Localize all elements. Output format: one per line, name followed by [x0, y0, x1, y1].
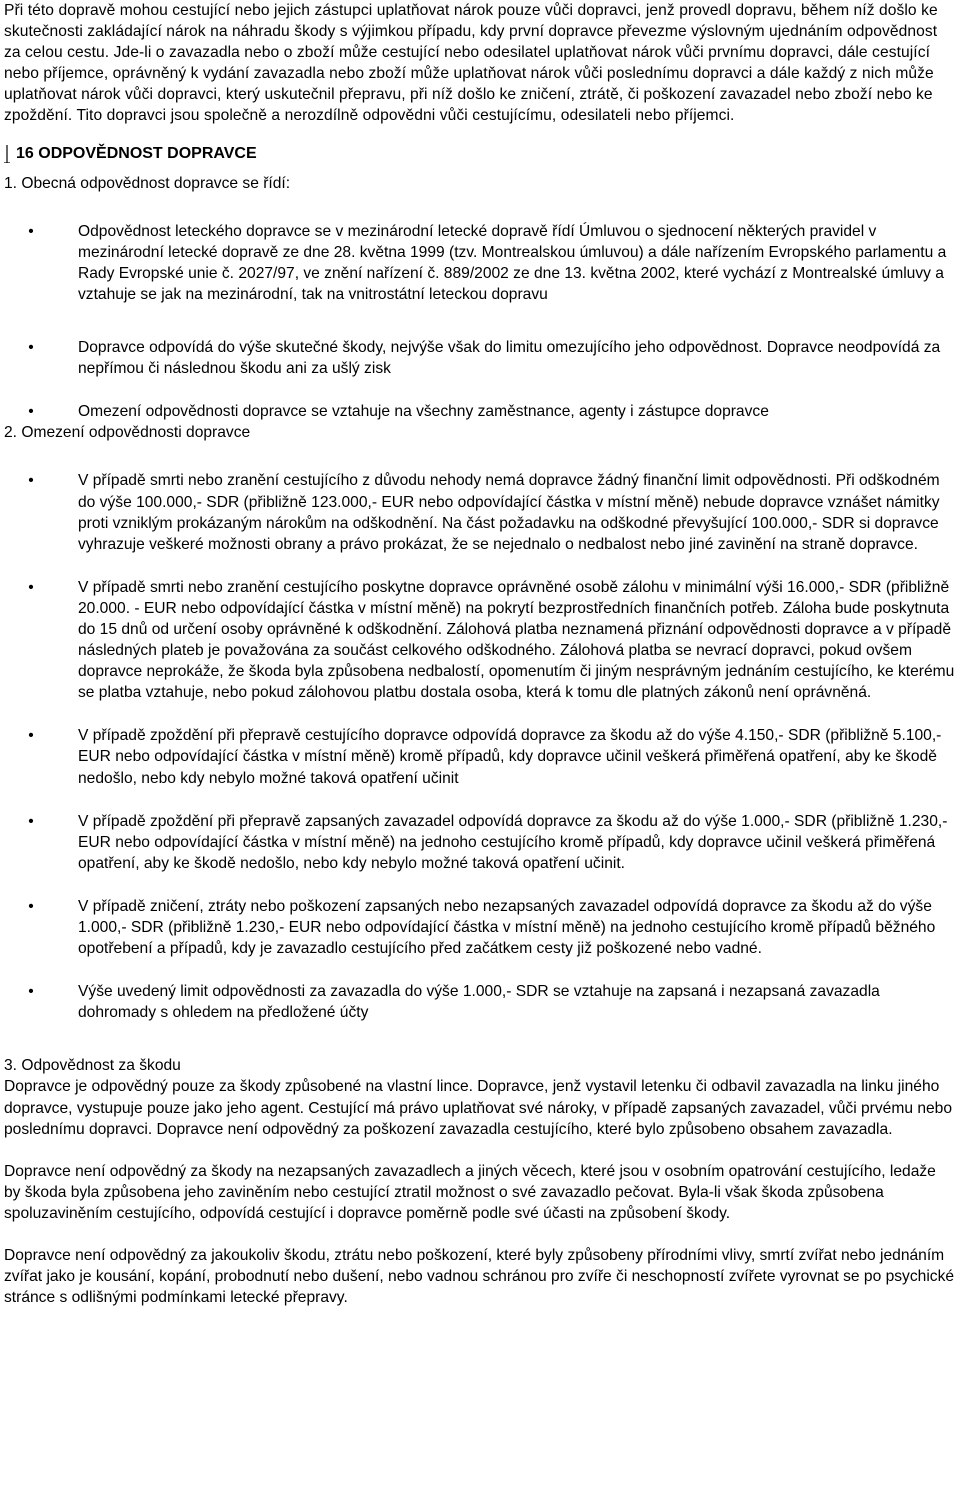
bullet-icon: •	[28, 983, 34, 1001]
bookmark-anchor-icon	[4, 145, 10, 163]
intro-paragraph: Při této dopravě mohou cestující nebo jejich zástupci uplatňovat nárok pouze vůči dopravci, jenž provedl dopravu, během níž došlo ke skutečnosti zakládající nárok na náhradu škody s výjimkou případu, kdy první dopravce převezme výslovným ujednáním odpovědnost za celou cestu. Jde-li o zavazadla nebo o zboží může cestující nebo odesilatel uplatňovat nárok vůči prvnímu dopravci, dále cestující nebo příjemce, oprávněný k vydání zavazadla nebo zboží může uplatňovat nárok vůči poslednímu dopravci a dále každý z nich může uplatňovat nárok vůči dopravci, který uskutečnil přepravu, při níž došlo ke zničení, ztrátě, či poškození zavazadel nebo zboží nebo ke zpoždění. Tito dopravci jsou společně a nerozdílně odpovědni vůči cestujícímu, odesilateli nebo příjemci.	[4, 2, 938, 125]
section3-label: 3. Odpovědnost za škodu	[4, 1057, 181, 1075]
bullet-icon: •	[28, 897, 34, 915]
list-item: • Omezení odpovědnosti dopravce se vztahuje na všechny zaměstnance, agenty i zástupce dopravce	[4, 401, 956, 422]
section1-label: 1. Obecná odpovědnost dopravce se řídí:	[4, 174, 291, 192]
bullet-icon: •	[28, 578, 34, 596]
section1-list	[4, 221, 956, 423]
list-item: • Výše uvedený limit odpovědnosti za zavazadla do výše 1.000,- SDR se vztahuje na zapsaná i nezapsaná zavazadla dohromady s ohledem na předložené účty	[4, 981, 956, 1023]
list-item: • V případě zpoždění při přepravě cestujícího dopravce odpovídá dopravce za škodu až do výše 4.150,- SDR (přibližně 5.100,- EUR nebo odpovídající částka v místní měně) kromě případů, kdy dopravce učinil veškerá přiměřená opatření, aby ke škodě nedošlo, nebo kdy nebylo možné taková opatření učinit	[4, 725, 956, 788]
list-item: • Odpovědnost leteckého dopravce se v mezinárodní letecké dopravě řídí Úmluvou o sjednocení některých pravidel v mezinárodní letecké dopravě ze dne 28. května 1999 (tzv. Montrealskou úmluvou) a dále nařízením Evropského parlamentu a Rady Evropské unie č. 2027/97, ve znění nařízení č. 889/2002 ze dne 13. května 2002, které vychází z Montrealské úmluvy a vztahuje se jak na mezinárodní, tak na vnitrostátní leteckou dopravu	[4, 221, 956, 305]
section3-paragraph: Dopravce není odpovědný za škody na nezapsaných zavazadlech a jiných věcech, které jsou v osobním opatrování cestujícího, ledaže by škoda byla způsobena jeho zaviněním nebo cestující ztratil možnost o své zavazadlo pečovat. Byla-li však škoda způsobena spoluzaviněním cestujícího, odpovídá cestující i dopravce poměrně podle své účasti na způsobení škody.	[4, 1162, 936, 1222]
list-item: • V případě zpoždění při přepravě zapsaných zavazadel odpovídá dopravce za škodu až do výše 1.000,- SDR (přibližně 1.230,- EUR nebo odpovídající částka v místní měně) na jednoho cestujícího kromě případů, kdy dopravce učinil veškerá přiměřená opatření, aby ke škodě nedošlo, nebo kdy nebylo možné taková opatření učinit.	[4, 811, 956, 874]
bullet-icon: •	[28, 727, 34, 745]
bullet-icon: •	[28, 472, 34, 490]
heading-text: 16 ODPOVĚDNOST DOPRAVCE	[16, 144, 257, 162]
list-item: • V případě smrti nebo zranění cestujícího poskytne dopravce oprávněné osobě zálohu v minimální výši 16.000,- SDR (přibližně 20.000. - EUR nebo odpovídající částka v místní měně) na pokrytí bezprostředních finančních potřeb. Záloha bude poskytnuta do 15 dnů od určení osoby oprávněné k odškodnění. Zálohová platba neznamená přiznání odpovědnosti dopravce a v případě následných plateb je považována za součást celkového odškodného. Zálohová platba se nevrací dopravci, pokud ovšem dopravce neprokáže, že škoda byla způsobena nedbalostí, opomenutím či jiným nesprávným jednáním cestujícího, ke kterému se platba vztahuje, nebo pokud zálohovou platbu dostala osoba, která k tomu dle platných zákonů není oprávněná.	[4, 577, 956, 704]
section2-label: 2. Omezení odpovědnosti dopravce	[4, 424, 251, 442]
bullet-icon: •	[28, 222, 34, 240]
bullet-icon: •	[28, 403, 34, 421]
section3-paragraph: Dopravce není odpovědný za jakoukoliv škodu, ztrátu nebo poškození, které byly způsobeny přírodními vlivy, smrtí zvířat nebo jednáním zvířat jako je kousání, kopání, probodnutí nebo dušení, nebo vadnou schránou pro zvíře či neschopností zvířete vyrovnat se po psychické stránce s odlišnými podmínkami letecké přepravy.	[4, 1247, 955, 1307]
bullet-icon: •	[28, 812, 34, 830]
bullet-icon: •	[28, 339, 34, 357]
section-heading	[4, 143, 956, 165]
section3-paragraph: Dopravce je odpovědný pouze za škody způsobené na vlastní lince. Dopravce, jenž vystavil letenku či odbavil zavazadla na linku jiného dopravce, vystupuje pouze jako jeho agent. Cestující má právo uplatňovat své nároky, v případě zapsaných zavazadel, vůči prvému nebo poslednímu dopravci. Dopravce není odpovědný za poškození zavazadla cestujícího, které bylo způsobeno obsahem zavazadla.	[4, 1078, 953, 1138]
list-item: • V případě smrti nebo zranění cestujícího z důvodu nehody nemá dopravce žádný finanční limit odpovědnosti. Při odškodném do výše 100.000,- SDR (přibližně 123.000,- EUR nebo odpovídající částka v místní měně) nebude dopravce vznášet námitky proti vzniklým prokázaným nárokům na odškodnění. Na část požadavku na odškodné převyšující 100.000,- SDR si dopravce vyhrazuje veškeré možnosti obrany a právo prokázat, že se nejednalo o nedbalost nebo jiné zavinění na straně dopravce.	[4, 470, 956, 554]
list-item: • Dopravce odpovídá do výše skutečné škody, nejvýše však do limitu omezujícího jeho odpovědnost. Dopravce neodpovídá za nepřímou či následnou škodu ani za ušlý zisk	[4, 337, 956, 379]
section2-list	[4, 470, 956, 1023]
list-item: • V případě zničení, ztráty nebo poškození zapsaných nebo nezapsaných zavazadel odpovídá dopravce za škodu až do výše 1.000,- SDR (přibližně 1.230,- EUR nebo odpovídající částka v místní měně) na jednoho cestujícího kromě případů běžného opotřebení a případů, kdy je zavazadlo cestujícího před začátkem cesty již poškozené nebo vadné.	[4, 896, 956, 959]
